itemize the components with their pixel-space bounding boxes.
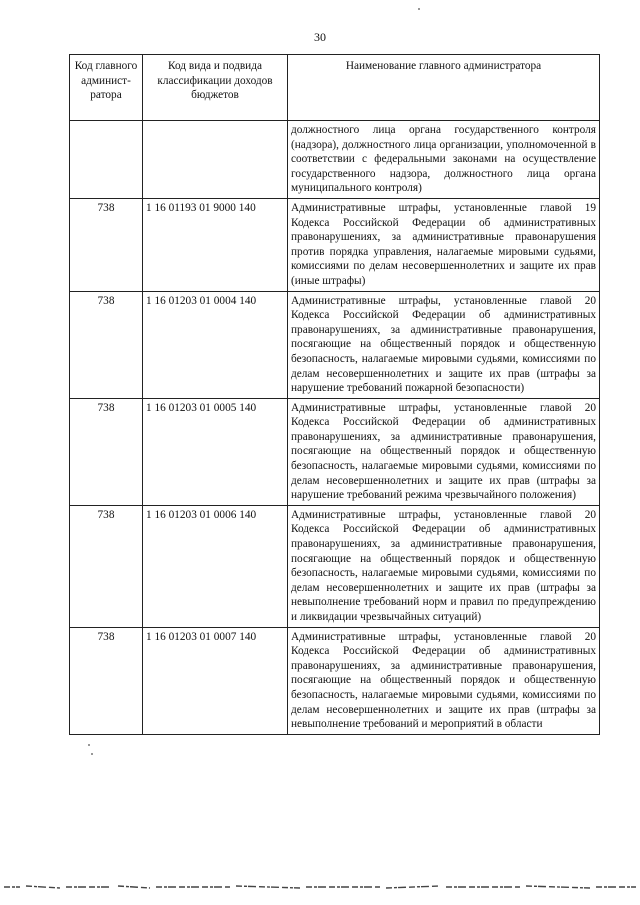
row-admin-code: 738	[70, 398, 143, 505]
header-admin-code: Код главного админист-ратора	[70, 55, 143, 121]
row-admin-code: 738	[70, 198, 143, 291]
table-row	[70, 198, 600, 291]
scan-noise-icon	[0, 884, 640, 890]
table-row	[70, 505, 600, 627]
row-kbk-code: 1 16 01203 01 0005 140	[143, 398, 288, 505]
row-admin-name: Административные штрафы, установленные главой 19 Кодекса Российской Федерации об административных правонарушениях, за административные правонарушения против порядка управления, налагаемые мировыми судьями, комиссиями по делам несовершеннолетних и защите их прав (иные штрафы)	[288, 198, 600, 291]
table-row	[70, 627, 600, 734]
row-admin-code: 738	[70, 291, 143, 398]
table-row	[70, 398, 600, 505]
row-admin-name: Административные штрафы, установленные главой 20 Кодекса Российской Федерации об административных правонарушениях, за административные правонарушения, посягающие на общественный порядок и общественную безопасность, налагаемые мировыми судьями, комиссиями по делам несовершеннолетних и защите их прав (штрафы за невыполнение требований норм и правил по предупреждению и ликвидации чрезвычайных ситуаций)	[288, 505, 600, 627]
table-header-row	[70, 55, 600, 121]
scan-speck	[418, 8, 420, 10]
row-admin-name: должностного лица органа государственного контроля (надзора), должностного лица организации, уполномоченной в соответствии с федеральными законами на осуществление государственного надзора, должностного лица органа муниципального контроля)	[288, 121, 600, 199]
page-number: 30	[314, 30, 326, 44]
scan-artifact-strip	[0, 884, 640, 890]
header-admin-name: Наименование главного администратора	[288, 55, 600, 121]
row-admin-code: 738	[70, 505, 143, 627]
revenue-admin-table	[69, 54, 600, 735]
row-kbk-code	[143, 121, 288, 199]
row-kbk-code: 1 16 01203 01 0007 140	[143, 627, 288, 734]
scan-speck	[88, 744, 90, 746]
row-admin-name: Административные штрафы, установленные главой 20 Кодекса Российской Федерации об административных правонарушениях, за административные правонарушения, посягающие на общественный порядок и общественную безопасность, налагаемые мировыми судьями, комиссиями по делам несовершеннолетних и защите их прав (штрафы за невыполнение требований и мероприятий в области	[288, 627, 600, 734]
table-row	[70, 291, 600, 398]
row-kbk-code: 1 16 01203 01 0006 140	[143, 505, 288, 627]
row-admin-name: Административные штрафы, установленные главой 20 Кодекса Российской Федерации об административных правонарушениях, за административные правонарушения, посягающие на общественный порядок и общественную безопасность, налагаемые мировыми судьями, комиссиями по делам несовершеннолетних и защите их прав (штрафы за нарушение требований режима чрезвычайного положения)	[288, 398, 600, 505]
row-admin-code: 738	[70, 627, 143, 734]
header-revenue-classification-code: Код вида и подвида классификации доходов бюджетов	[143, 55, 288, 121]
row-kbk-code: 1 16 01203 01 0004 140	[143, 291, 288, 398]
row-kbk-code: 1 16 01193 01 9000 140	[143, 198, 288, 291]
table-row	[70, 121, 600, 199]
scan-speck	[91, 753, 93, 755]
row-admin-code	[70, 121, 143, 199]
row-admin-name: Административные штрафы, установленные главой 20 Кодекса Российской Федерации об административных правонарушениях, за административные правонарушения, посягающие на общественный порядок и общественную безопасность, налагаемые мировыми судьями, комиссиями по делам несовершеннолетних и защите их прав (штрафы за нарушение требований пожарной безопасности)	[288, 291, 600, 398]
